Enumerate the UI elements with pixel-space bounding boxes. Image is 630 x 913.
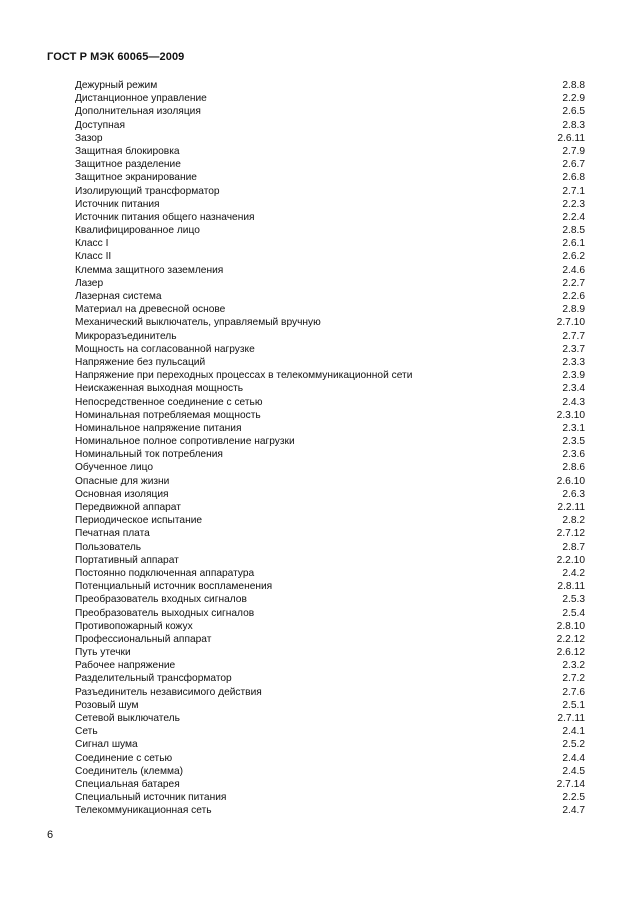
index-entry (75, 105, 585, 118)
index-ref: 2.4.6 (562, 264, 585, 276)
index-term: Источник питания общего назначения (75, 211, 255, 223)
index-entry (75, 250, 585, 263)
index-term: Защитное разделение (75, 159, 181, 171)
index-term: Периодическое испытание (75, 515, 203, 527)
document-header: ГОСТ Р МЭК 60065—2009 (47, 51, 185, 63)
index-ref: 2.7.7 (562, 330, 585, 342)
index-entry (75, 171, 585, 184)
index-term: Защитное экранирование (75, 172, 197, 184)
index-entry (75, 303, 585, 316)
index-entry (75, 211, 585, 224)
index-entry (75, 290, 585, 303)
index-term: Класс II (75, 251, 112, 263)
index-term: Дистанционное управление (75, 93, 207, 105)
index-entry (75, 686, 585, 699)
index-entry (75, 264, 585, 277)
index-entry (75, 369, 585, 382)
index-entry (75, 607, 585, 620)
index-entry (75, 475, 585, 488)
index-entry (75, 92, 585, 105)
index-ref: 2.3.3 (562, 356, 585, 368)
index-ref: 2.8.5 (562, 225, 585, 237)
index-ref: 2.2.11 (557, 502, 585, 513)
index-term: Лазер (75, 277, 104, 289)
index-entry (75, 725, 585, 738)
index-term: Номинальное напряжение питания (75, 422, 242, 434)
index-entry (75, 567, 585, 580)
index-ref: 2.7.12 (556, 528, 585, 540)
index-term: Защитная блокировка (75, 145, 180, 157)
index-term: Основная изоляция (75, 488, 169, 500)
index-entry (75, 185, 585, 198)
index-ref: 2.8.9 (562, 304, 585, 316)
index-entry (75, 158, 585, 171)
index-term: Мощность на согласованной нагрузке (75, 343, 255, 355)
index-entry (75, 316, 585, 329)
index-ref: 2.8.6 (562, 462, 585, 474)
index-term: Лазерная система (75, 291, 162, 302)
index-term: Пользователь (75, 541, 142, 553)
index-term: Механический выключатель, управляемый вручную (75, 317, 321, 329)
index-ref: 2.2.7 (562, 277, 585, 289)
index-term: Дежурный режим (75, 80, 158, 91)
index-entry (75, 330, 585, 343)
index-entry (75, 778, 585, 791)
index-ref: 2.2.6 (562, 291, 585, 302)
index-entry (75, 633, 585, 646)
index-term: Микроразъединитель (75, 330, 177, 342)
index-entry (75, 343, 585, 356)
index-entry (75, 514, 585, 527)
index-ref: 2.2.4 (562, 211, 585, 223)
index-term: Постоянно подключенная аппаратура (75, 567, 255, 579)
index-entry (75, 409, 585, 422)
index-ref: 2.3.9 (562, 370, 585, 382)
index-term: Номинальная потребляемая мощность (75, 409, 261, 421)
index-ref: 2.6.12 (556, 647, 585, 659)
index-term: Профессиональный аппарат (75, 633, 212, 645)
index-term: Специальный источник питания (75, 792, 227, 804)
index-ref: 2.8.11 (557, 581, 585, 593)
index-term: Преобразователь выходных сигналов (75, 607, 255, 619)
index-term: Разъединитель независимого действия (75, 686, 262, 698)
page-number: 6 (47, 829, 54, 841)
index-term: Материал на древесной основе (75, 304, 226, 316)
index-entry (75, 791, 585, 804)
index-ref: 2.4.5 (562, 765, 585, 777)
index-entry (75, 198, 585, 211)
index-ref: 2.4.4 (562, 752, 585, 764)
index-ref: 2.2.5 (562, 792, 585, 804)
index-ref: 2.8.3 (562, 119, 585, 131)
index-term: Потенциальный источник воспламенения (75, 581, 273, 593)
index-term: Путь утечки (75, 647, 131, 659)
index-entry (75, 752, 585, 765)
index-term: Соединитель (клемма) (75, 765, 184, 777)
index-ref: 2.2.3 (562, 198, 585, 210)
index-ref: 2.7.11 (557, 713, 585, 724)
index-term: Сигнал шума (75, 739, 138, 751)
index-term: Опасные для жизни (75, 475, 170, 487)
index-term: Противопожарный кожух (75, 620, 193, 632)
index-ref: 2.7.10 (556, 317, 585, 329)
index-entry (75, 224, 585, 237)
index-entry (75, 699, 585, 712)
index-ref: 2.5.1 (562, 699, 585, 711)
index-ref: 2.5.2 (562, 739, 585, 751)
index-ref: 2.3.5 (562, 436, 585, 448)
index-ref: 2.6.7 (562, 159, 585, 171)
index-term: Обученное лицо (75, 462, 154, 474)
index-entry (75, 646, 585, 659)
index-ref: 2.4.1 (562, 726, 585, 738)
index-entry (75, 738, 585, 751)
index-entry (75, 541, 585, 554)
index-term: Розовый шум (75, 699, 139, 711)
index-term: Печатная плата (75, 528, 150, 540)
index-ref: 2.6.10 (556, 475, 585, 487)
index-ref: 2.2.12 (556, 633, 585, 645)
index-ref: 2.5.4 (562, 607, 585, 619)
index-ref: 2.7.1 (562, 185, 585, 197)
index-ref: 2.3.1 (562, 422, 585, 434)
index-term: Неискаженная выходная мощность (75, 383, 244, 395)
index-ref: 2.7.9 (562, 145, 585, 157)
index-entry (75, 448, 585, 461)
index-entry (75, 554, 585, 567)
index-ref: 2.8.2 (562, 515, 585, 527)
index-entry (75, 396, 585, 409)
index-entry (75, 527, 585, 540)
index-entry (75, 620, 585, 633)
index-ref: 2.7.6 (562, 686, 585, 698)
index-ref: 2.8.10 (556, 620, 585, 632)
index-term: Номинальное полное сопротивление нагрузки (75, 436, 295, 448)
index-ref: 2.2.10 (556, 554, 585, 566)
index-entry (75, 356, 585, 369)
index-term: Доступная (75, 119, 125, 131)
index-ref: 2.6.5 (562, 106, 585, 118)
index-entry (75, 501, 585, 514)
index-term: Зазор (75, 132, 103, 144)
index-ref: 2.6.11 (557, 132, 585, 144)
index-ref: 2.8.7 (562, 541, 585, 553)
index-term: Источник питания (75, 198, 160, 210)
index-entry (75, 659, 585, 672)
index-entry (75, 765, 585, 778)
index-term: Сеть (75, 726, 98, 738)
index-entry (75, 435, 585, 448)
index-term: Класс I (75, 238, 109, 250)
index-ref: 2.7.14 (556, 778, 585, 790)
index-term: Разделительный трансформатор (75, 673, 232, 685)
index-ref: 2.3.6 (562, 449, 585, 461)
index-ref: 2.3.10 (556, 409, 585, 421)
index-term: Портативный аппарат (75, 554, 179, 566)
index-entry (75, 593, 585, 606)
index-ref: 2.4.2 (562, 567, 585, 579)
index-ref: 2.4.7 (562, 805, 585, 817)
index-entry (75, 712, 585, 725)
index-term: Напряжение при переходных процессах в телекоммуникационной сети (75, 370, 413, 382)
index-term: Квалифицированное лицо (75, 225, 200, 237)
index-entry (75, 277, 585, 290)
index-entry (75, 422, 585, 435)
index-term: Изолирующий трансформатор (75, 185, 220, 197)
index-entry (75, 461, 585, 474)
index-entry (75, 237, 585, 250)
index-entry (75, 672, 585, 685)
index-ref: 2.4.3 (562, 396, 585, 408)
index-ref: 2.6.2 (562, 251, 585, 263)
index-entry (75, 79, 585, 92)
index-entry (75, 132, 585, 145)
index-entry (75, 580, 585, 593)
index-ref: 2.6.1 (562, 238, 585, 250)
index-term: Специальная батарея (75, 778, 180, 790)
index-term: Клемма защитного заземления (75, 264, 224, 276)
index-term: Дополнительная изоляция (75, 106, 201, 118)
index-ref: 2.6.3 (562, 488, 585, 500)
index-ref: 2.6.8 (562, 172, 585, 184)
index-entry (75, 488, 585, 501)
term-index-list (75, 79, 585, 818)
index-term: Соединение с сетью (75, 752, 173, 764)
index-entry (75, 382, 585, 395)
index-ref: 2.8.8 (562, 80, 585, 91)
index-term: Сетевой выключатель (75, 713, 180, 724)
index-ref: 2.7.2 (562, 673, 585, 685)
index-ref: 2.5.3 (562, 594, 585, 606)
index-ref: 2.2.9 (562, 93, 585, 105)
index-ref: 2.3.4 (562, 383, 585, 395)
index-entry (75, 145, 585, 158)
index-term: Преобразователь входных сигналов (75, 594, 247, 606)
index-term: Телекоммуникационная сеть (75, 805, 212, 817)
index-term: Номинальный ток потребления (75, 449, 223, 461)
index-term: Передвижной аппарат (75, 502, 181, 513)
index-entry (75, 804, 585, 817)
index-term: Напряжение без пульсаций (75, 356, 206, 368)
index-ref: 2.3.2 (562, 660, 585, 672)
index-entry (75, 119, 585, 132)
index-ref: 2.3.7 (562, 343, 585, 355)
index-term: Рабочее напряжение (75, 660, 176, 672)
index-term: Непосредственное соединение с сетью (75, 396, 263, 408)
